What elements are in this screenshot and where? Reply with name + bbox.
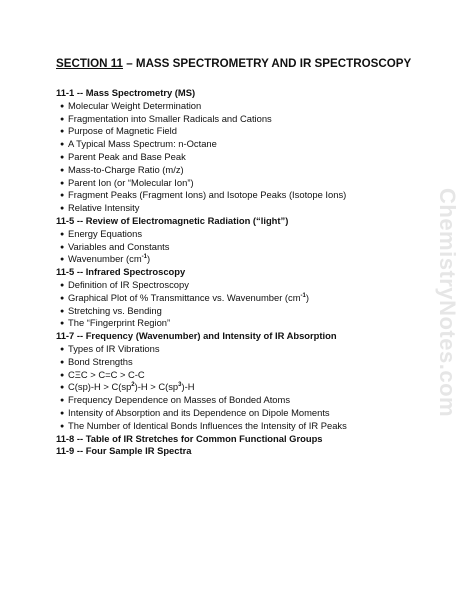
bullet-icon: ● — [60, 243, 65, 251]
outline-text: Parent Peak and Base Peak — [68, 150, 186, 162]
bullet-icon: ● — [60, 153, 65, 161]
outline-text: Fragment Peaks (Fragment Ions) and Isotope Peaks (Isotope Ions) — [68, 189, 347, 201]
outline-item — [56, 164, 436, 177]
outline-text: CΞC > C=C > C-C — [68, 368, 145, 380]
outline-text: Parent Ion (or “Molecular Ion”) — [68, 176, 194, 188]
section-title — [56, 57, 411, 70]
outline-item — [56, 292, 436, 305]
section-number: SECTION 11 — [56, 57, 124, 70]
section-outline — [56, 87, 436, 458]
outline-item — [56, 317, 436, 330]
outline-item — [56, 394, 436, 407]
outline-item — [56, 305, 436, 318]
bullet-icon: ● — [60, 205, 65, 213]
outline-text: Intensity of Absorption and its Dependence on Dipole Moments — [68, 406, 330, 418]
outline-item — [56, 241, 436, 254]
bullet-icon: ● — [60, 166, 65, 174]
outline-item — [56, 253, 436, 266]
bullet-icon: ● — [60, 294, 65, 302]
outline-item — [56, 177, 436, 190]
bullet-icon: ● — [60, 397, 65, 405]
bullet-icon: ● — [60, 115, 65, 123]
heading-text: 11-7 -- Frequency (Wavenumber) and Intensity of IR Absorption — [56, 330, 337, 342]
outline-text: The “Fingerprint Region” — [68, 317, 171, 329]
heading-text: 11-1 -- Mass Spectrometry (MS) — [56, 87, 196, 98]
bullet-icon: ● — [60, 141, 65, 149]
subsection-heading — [56, 330, 436, 343]
subsection-heading — [56, 445, 436, 458]
outline-text: Fragmentation into Smaller Radicals and Cations — [68, 112, 272, 124]
bullet-icon: ● — [60, 230, 65, 238]
outline-item — [56, 125, 436, 138]
bullet-icon: ● — [60, 281, 65, 289]
section-name: – MASS SPECTROMETRY AND IR SPECTROSCOPY — [123, 57, 412, 70]
subsection-heading — [56, 215, 436, 228]
subsection-heading — [56, 433, 436, 446]
outline-text: Stretching vs. Bending — [68, 304, 162, 316]
outline-item — [56, 279, 436, 292]
outline-item — [56, 356, 436, 369]
outline-item — [56, 343, 436, 356]
bullet-icon: ● — [60, 256, 65, 264]
heading-text: 11-5 -- Infrared Spectroscopy — [56, 266, 186, 278]
bullet-icon: ● — [60, 422, 65, 430]
outline-text: Mass-to-Charge Ratio (m/z) — [68, 163, 184, 175]
heading-text: 11-5 -- Review of Electromagnetic Radiation (“light”) — [56, 214, 289, 226]
outline-item — [56, 202, 436, 215]
outline-text: Variables and Constants — [68, 240, 170, 252]
outline-text: C(sp)-H > C(sp — [68, 381, 132, 393]
outline-text: Purpose of Magnetic Field — [68, 125, 177, 137]
outline-item — [56, 189, 436, 202]
outline-item — [56, 138, 436, 151]
outline-text: ) — [305, 291, 310, 303]
outline-item — [56, 228, 436, 241]
outline-text: Types of IR Vibrations — [68, 342, 160, 354]
watermark — [432, 188, 462, 460]
bullet-icon: ● — [60, 102, 65, 110]
watermark-text: ChemistryNotes.com — [435, 188, 460, 418]
superscript: 2 — [131, 382, 135, 389]
bullet-icon: ● — [60, 345, 65, 353]
superscript: -1 — [300, 292, 306, 299]
outline-text: Energy Equations — [68, 227, 143, 239]
outline-text: The Number of Identical Bonds Influences the Intensity of IR Peaks — [68, 419, 347, 431]
bullet-icon: ● — [60, 307, 65, 315]
superscript: 3 — [178, 382, 182, 389]
superscript: -1 — [141, 254, 147, 261]
outline-item — [56, 381, 436, 394]
bullet-icon: ● — [60, 128, 65, 136]
outline-item — [56, 113, 436, 126]
outline-text: Wavenumber (cm — [68, 253, 142, 265]
bullet-icon: ● — [60, 409, 65, 417]
outline-text: Graphical Plot of % Transmittance vs. Wavenumber (cm — [68, 291, 301, 303]
outline-text: ) — [146, 253, 151, 265]
outline-text: Definition of IR Spectroscopy — [68, 278, 189, 290]
bullet-icon: ● — [60, 358, 65, 366]
bullet-icon: ● — [60, 192, 65, 200]
bullet-icon: ● — [60, 384, 65, 392]
bullet-icon: ● — [60, 371, 65, 379]
heading-text: 11-9 -- Four Sample IR Spectra — [56, 445, 192, 457]
bullet-icon: ● — [60, 179, 65, 187]
heading-text: 11-8 -- Table of IR Stretches for Common Functional Groups — [56, 432, 323, 444]
outline-item — [56, 151, 436, 164]
outline-text: Frequency Dependence on Masses of Bonded Atoms — [68, 394, 291, 406]
outline-item — [56, 407, 436, 420]
outline-text: Molecular Weight Determination — [68, 99, 202, 111]
outline-text: Relative Intensity — [68, 202, 140, 214]
subsection-heading — [56, 87, 436, 100]
outline-item — [56, 369, 436, 382]
outline-text: A Typical Mass Spectrum: n-Octane — [68, 138, 217, 150]
outline-text: )-H — [181, 381, 195, 393]
outline-item — [56, 100, 436, 113]
outline-text: Bond Strengths — [68, 355, 133, 367]
outline-text: )-H > C(sp — [134, 381, 179, 393]
outline-item — [56, 420, 436, 433]
bullet-icon: ● — [60, 320, 65, 328]
subsection-heading — [56, 266, 436, 279]
